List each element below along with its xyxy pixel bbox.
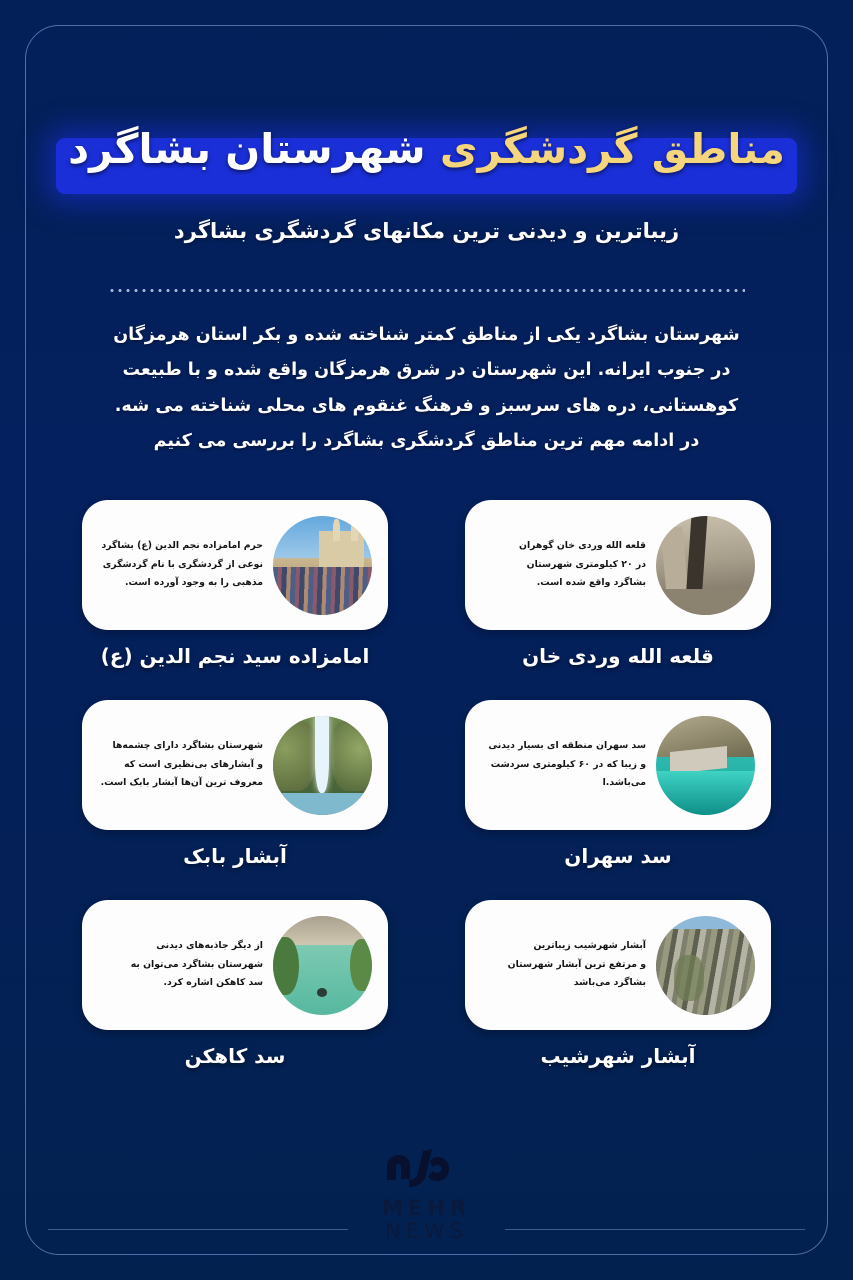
attraction-caption-4: آبشار شهرشیب [540, 1044, 696, 1068]
attraction-caption-2: سد سهران [564, 844, 672, 868]
card-row-2 [0, 700, 853, 900]
desc-line: و مرتفع ترین آبشار شهرستان [507, 958, 646, 970]
card-row-3 [0, 900, 853, 1100]
desc-line: بشاگرد واقع شده است. [536, 577, 646, 589]
intro-line-4: در ادامه مهم ترین مناطق گردشگری بشاگرد را بررسی می کنیم [153, 431, 700, 452]
attraction-card-3[interactable] [82, 700, 388, 868]
desc-line: سد سهران منطقه ای بسیار دیدنی [488, 740, 646, 752]
attraction-card-grid [0, 500, 853, 1100]
intro-paragraph [95, 318, 758, 459]
desc-line: و زیبا که در ۶۰ کیلومتری سردشت [490, 758, 646, 770]
desc-line: مذهبی را به وجود آورده است. [125, 577, 263, 589]
desc-line: معروف ترین آن‌ها آبشار بابک است. [100, 777, 263, 789]
desc-line: حرم امامزاده نجم الدین (ع) بشاگرد [101, 540, 263, 552]
page-subtitle: زیباترین و دیدنی ترین مکانهای گردشگری بشاگرد [173, 219, 680, 244]
attraction-card-4[interactable] [465, 900, 771, 1068]
desc-line: و آبشارهای بی‌نظیری است که [124, 758, 263, 770]
attraction-description-5 [98, 937, 263, 993]
desc-line: آبشار شهرشیب زیباترین [533, 940, 646, 952]
attraction-card-0[interactable] [465, 500, 771, 668]
attraction-caption-5: سد کاهکن [184, 1044, 286, 1068]
footer [0, 1147, 853, 1244]
attraction-description-1 [98, 537, 263, 593]
attraction-description-4 [481, 937, 646, 993]
header [0, 118, 853, 243]
card-row-1 [0, 500, 853, 700]
desc-line: نوعی از گردشگری با نام گردشگری [102, 558, 263, 570]
attraction-card-1[interactable] [82, 500, 388, 668]
reservoir-photo [273, 916, 372, 1015]
dam-photo [656, 716, 755, 815]
attraction-card-5[interactable] [82, 900, 388, 1068]
desc-line: شهرستان بشاگرد دارای چشمه‌ها [112, 740, 263, 752]
dotted-divider [108, 288, 745, 293]
intro-line-3: کوهستانی، دره های سرسبز و فرهنگ غنقوم های محلی شناخته می شه. [114, 395, 739, 416]
logo-text-mehr: MEHR [382, 1195, 471, 1220]
attraction-description-2 [481, 737, 646, 793]
desc-line: سد کاهکن اشاره کرد. [163, 977, 263, 989]
mehr-swirl-icon [379, 1147, 475, 1193]
page-title-secondary: شهرستان بشاگرد [68, 125, 426, 173]
mehr-news-logo [379, 1147, 475, 1244]
castle-photo [656, 516, 755, 615]
attraction-caption-0: قلعه الله وردی خان [522, 644, 714, 668]
page-title [42, 118, 811, 181]
intro-line-2: در جنوب ایرانه. این شهرستان در شرق هرمزگان واقع شده و با طبیعت [122, 360, 731, 381]
logo-text-news: NEWS [384, 1219, 469, 1244]
attraction-caption-1: امامزاده سید نجم الدین (ع) [100, 644, 370, 668]
desc-line: در ۲۰ کیلومتری شهرستان [526, 558, 646, 570]
cliff-waterfall-photo [656, 916, 755, 1015]
page-title-primary: مناطق گردشگری [439, 125, 785, 173]
attraction-description-3 [98, 737, 263, 793]
waterfall-photo [273, 716, 372, 815]
intro-line-1: شهرستان بشاگرد یکی از مناطق کمتر شناخته شده و بکر استان هرمزگان [113, 325, 740, 345]
shrine-photo [273, 516, 372, 615]
desc-line: قلعه الله وردی خان گوهران [519, 540, 646, 552]
attraction-card-2[interactable] [465, 700, 771, 868]
desc-line: از دیگر جاذبه‌های دیدنی [156, 940, 263, 952]
attraction-caption-3: آبشار بابک [183, 844, 287, 868]
attraction-description-0 [481, 537, 646, 593]
desc-line: بشاگرد می‌باشد [573, 977, 646, 989]
desc-line: می‌باشد.ا [602, 777, 646, 789]
desc-line: شهرستان بشاگرد می‌توان به [130, 958, 263, 970]
